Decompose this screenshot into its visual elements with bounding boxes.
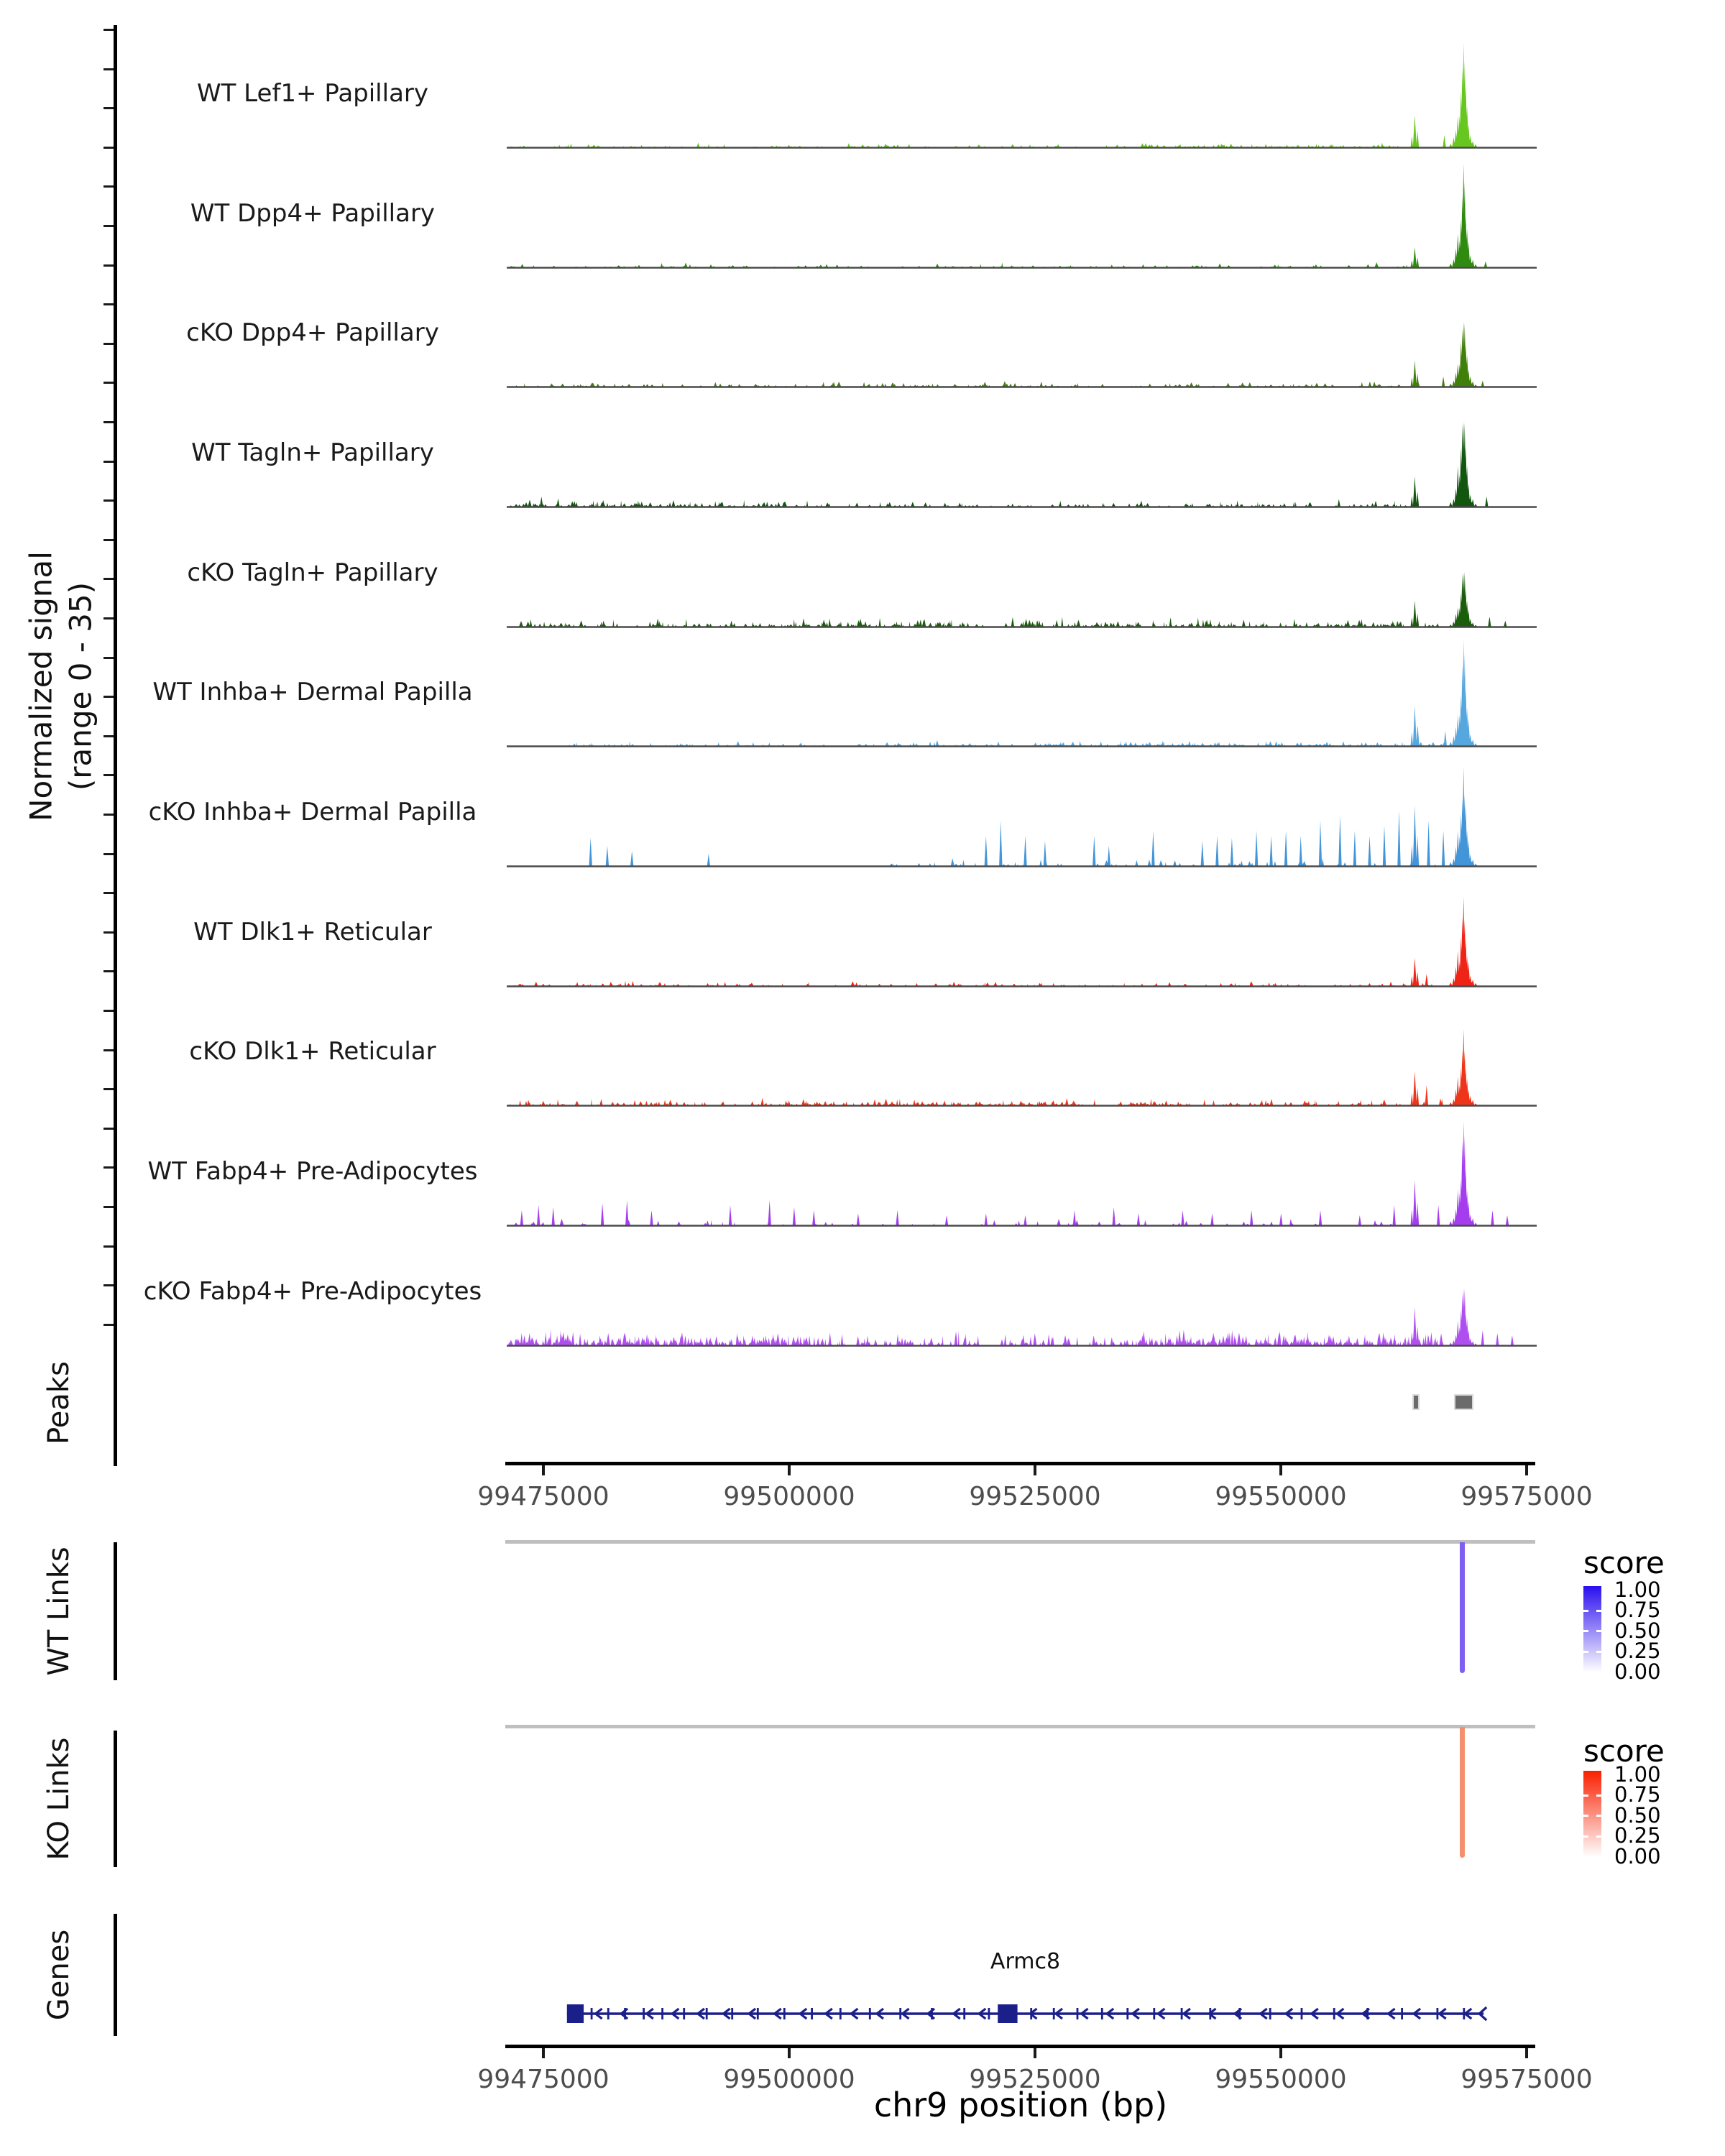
ko-score-legend-title: score bbox=[1583, 1733, 1665, 1769]
signal-y-axis-tick bbox=[104, 421, 114, 423]
gene-exon-tick bbox=[1333, 2008, 1335, 2019]
signal-track-plot bbox=[507, 40, 1537, 149]
axis-tick bbox=[788, 1465, 791, 1475]
signal-track-plot bbox=[507, 1238, 1537, 1347]
axis-tick-label: 99475000 bbox=[477, 2065, 610, 2094]
gene-exon-box bbox=[567, 2004, 584, 2023]
gene-exon-tick bbox=[963, 2008, 965, 2019]
signal-y-axis-tick bbox=[104, 107, 114, 109]
score-legend-value: 0.25 bbox=[1614, 1639, 1661, 1664]
signal-track-plot bbox=[507, 998, 1537, 1107]
track-label: WT Lef1+ Papillary bbox=[196, 79, 429, 108]
ko-link-line bbox=[1460, 1727, 1465, 1858]
signal-axis-label bbox=[22, 551, 100, 821]
axis-tick-label: 99575000 bbox=[1460, 2065, 1593, 2094]
axis-tick-label: 99575000 bbox=[1460, 1482, 1593, 1511]
axis-tick bbox=[1279, 1465, 1282, 1475]
axis-tick bbox=[542, 2048, 545, 2058]
signal-y-axis-tick bbox=[104, 343, 114, 345]
axis-tick bbox=[1034, 2048, 1036, 2058]
track-label: WT Dlk1+ Reticular bbox=[193, 918, 432, 946]
wt-links-label: WT Links bbox=[42, 1547, 75, 1676]
signal-track-plot bbox=[507, 878, 1537, 987]
signal-y-axis-tick bbox=[104, 970, 114, 972]
signal-y-axis-tick bbox=[104, 1049, 114, 1051]
score-legend-value: 1.00 bbox=[1614, 1577, 1661, 1602]
axis-tick bbox=[1525, 1465, 1528, 1475]
gene-exon-tick bbox=[869, 2008, 871, 2019]
signal-track-plot bbox=[507, 758, 1537, 867]
signal-y-axis-tick bbox=[104, 892, 114, 894]
gene-exon-tick bbox=[1401, 2008, 1403, 2019]
score-gradient-notch bbox=[1596, 1651, 1601, 1653]
track-label: WT Inhba+ Dermal Papilla bbox=[152, 678, 473, 706]
score-legend-value: 0.50 bbox=[1614, 1802, 1661, 1828]
signal-y-axis-tick bbox=[104, 29, 114, 31]
ko-links-baseline bbox=[505, 1725, 1535, 1728]
score-legend-value: 0.75 bbox=[1614, 1782, 1661, 1807]
peak-interval-box bbox=[1454, 1394, 1473, 1410]
track-label: WT Fabp4+ Pre-Adipocytes bbox=[147, 1157, 478, 1186]
gene-exon-tick bbox=[1301, 2008, 1303, 2019]
x-axis-title: chr9 position (bp) bbox=[873, 2086, 1168, 2124]
signal-y-axis-tick bbox=[104, 774, 114, 776]
genes-axis-bar bbox=[114, 1914, 117, 2036]
axis-tick-label: 99500000 bbox=[723, 1482, 855, 1511]
score-gradient-bar bbox=[1583, 1771, 1601, 1857]
axis-tick bbox=[542, 1465, 545, 1475]
signal-y-axis-tick bbox=[104, 1166, 114, 1169]
signal-y-axis-tick bbox=[104, 1324, 114, 1326]
gene-exon-tick bbox=[1153, 2008, 1155, 2019]
signal-y-axis-tick bbox=[104, 657, 114, 659]
signal-y-axis-tick bbox=[104, 696, 114, 698]
axis-tick-label: 99550000 bbox=[1215, 1482, 1347, 1511]
genes-label: Genes bbox=[42, 1929, 75, 2021]
gene-exon-tick bbox=[988, 2008, 990, 2019]
signal-track-plot bbox=[507, 279, 1537, 388]
signal-y-axis-tick bbox=[104, 1284, 114, 1286]
signal-track-plot bbox=[507, 638, 1537, 747]
signal-y-axis-tick bbox=[104, 931, 114, 934]
signal-y-axis-tick bbox=[104, 853, 114, 855]
signal-y-axis-tick bbox=[104, 461, 114, 463]
gene-exon-tick bbox=[840, 2008, 842, 2019]
peaks-axis-bar bbox=[114, 1340, 117, 1466]
gene-exon-tick bbox=[811, 2008, 813, 2019]
track-label: cKO Dlk1+ Reticular bbox=[189, 1037, 436, 1066]
signal-y-axis-tick bbox=[104, 147, 114, 149]
track-label: cKO Tagln+ Papillary bbox=[187, 558, 438, 587]
score-gradient-notch bbox=[1583, 1795, 1588, 1797]
axis-tick-label: 99475000 bbox=[477, 1482, 610, 1511]
score-legend-value: 0.00 bbox=[1614, 1843, 1661, 1869]
signal-y-axis-tick bbox=[104, 1010, 114, 1012]
signal-y-axis-tick bbox=[104, 499, 114, 502]
signal-y-axis-line bbox=[114, 25, 117, 1351]
score-legend-value: 0.50 bbox=[1614, 1618, 1661, 1643]
signal-y-axis-tick bbox=[104, 264, 114, 267]
score-legend-value: 1.00 bbox=[1614, 1762, 1661, 1787]
score-gradient-notch bbox=[1596, 1815, 1601, 1817]
gene-exon-box bbox=[998, 2004, 1017, 2023]
score-gradient-notch bbox=[1596, 1795, 1601, 1797]
signal-track-plot bbox=[507, 1118, 1537, 1227]
score-legend-value: 0.00 bbox=[1614, 1659, 1661, 1684]
gene-exon-tick bbox=[643, 2008, 645, 2019]
gene-exon-tick bbox=[783, 2008, 786, 2019]
track-label: cKO Dpp4+ Papillary bbox=[186, 318, 439, 347]
gene-exon-tick bbox=[607, 2008, 610, 2019]
gene-name-label: Armc8 bbox=[990, 1949, 1061, 1974]
wt-score-legend-title: score bbox=[1583, 1545, 1665, 1580]
signal-track-plot bbox=[507, 160, 1537, 269]
score-gradient-notch bbox=[1583, 1835, 1588, 1838]
signal-y-axis-tick bbox=[104, 617, 114, 619]
ko-links-axis-bar bbox=[114, 1731, 117, 1867]
signal-y-axis-tick bbox=[104, 1245, 114, 1248]
axis-tick-label: 99500000 bbox=[723, 2065, 855, 2094]
score-gradient-notch bbox=[1596, 1630, 1601, 1632]
score-gradient-notch bbox=[1583, 1630, 1588, 1632]
signal-y-axis-tick bbox=[104, 1206, 114, 1208]
score-gradient-notch bbox=[1583, 1815, 1588, 1817]
gene-exon-tick bbox=[731, 2008, 733, 2019]
signal-y-axis-tick bbox=[104, 185, 114, 188]
axis-tick-label: 99525000 bbox=[969, 1482, 1101, 1511]
score-gradient-notch bbox=[1596, 1835, 1601, 1838]
signal-axis-label-line1: Normalized signal bbox=[23, 551, 59, 821]
signal-y-axis-tick bbox=[104, 578, 114, 580]
signal-y-axis-tick bbox=[104, 1088, 114, 1090]
signal-y-axis-tick bbox=[104, 539, 114, 541]
gene-exon-tick bbox=[591, 2008, 593, 2019]
gene-exon-tick bbox=[683, 2008, 685, 2019]
peak-interval-box bbox=[1412, 1394, 1420, 1410]
ko-links-label: KO Links bbox=[42, 1737, 75, 1861]
axis-tick bbox=[1525, 2048, 1528, 2058]
track-label: WT Tagln+ Papillary bbox=[191, 438, 434, 467]
track-label: WT Dpp4+ Papillary bbox=[190, 199, 436, 228]
axis-tick bbox=[1034, 1465, 1036, 1475]
signal-y-axis-tick bbox=[104, 814, 114, 816]
score-legend-value: 0.75 bbox=[1614, 1598, 1661, 1623]
gene-exon-tick bbox=[1101, 2008, 1103, 2019]
wt-links-axis-bar bbox=[114, 1542, 117, 1680]
axis-line bbox=[505, 1462, 1535, 1465]
axis-line bbox=[505, 2045, 1535, 2048]
score-legend-value: 0.25 bbox=[1614, 1823, 1661, 1848]
axis-tick-label: 99550000 bbox=[1215, 2065, 1347, 2094]
signal-y-axis-tick bbox=[104, 225, 114, 227]
score-gradient-notch bbox=[1583, 1651, 1588, 1653]
gene-exon-tick bbox=[706, 2008, 708, 2019]
signal-y-axis-tick bbox=[104, 68, 114, 70]
gene-exon-tick bbox=[1269, 2008, 1271, 2019]
signal-track-plot bbox=[507, 399, 1537, 508]
axis-tick bbox=[788, 2048, 791, 2058]
gene-exon-tick bbox=[757, 2008, 759, 2019]
score-gradient-notch bbox=[1583, 1610, 1588, 1612]
signal-axis-label-line2: (range 0 - 35) bbox=[63, 581, 98, 791]
gene-exon-tick bbox=[1126, 2008, 1128, 2019]
axis-tick-label: 99525000 bbox=[969, 2065, 1101, 2094]
wt-link-line bbox=[1460, 1542, 1465, 1673]
gene-exon-tick bbox=[1077, 2008, 1079, 2019]
gene-exon-tick bbox=[661, 2008, 663, 2019]
signal-track-plot bbox=[507, 519, 1537, 628]
wt-links-baseline bbox=[505, 1540, 1535, 1544]
peaks-label: Peaks bbox=[42, 1361, 75, 1445]
signal-y-axis-tick bbox=[104, 1128, 114, 1130]
track-label: cKO Fabp4+ Pre-Adipocytes bbox=[143, 1277, 482, 1306]
signal-y-axis-tick bbox=[104, 303, 114, 305]
gene-model bbox=[507, 1992, 1537, 2038]
score-gradient-notch bbox=[1596, 1610, 1601, 1612]
track-label: cKO Inhba+ Dermal Papilla bbox=[148, 798, 477, 826]
axis-tick bbox=[1279, 2048, 1282, 2058]
score-gradient-bar bbox=[1583, 1586, 1601, 1672]
signal-y-axis-tick bbox=[104, 382, 114, 384]
signal-y-axis-tick bbox=[104, 735, 114, 737]
